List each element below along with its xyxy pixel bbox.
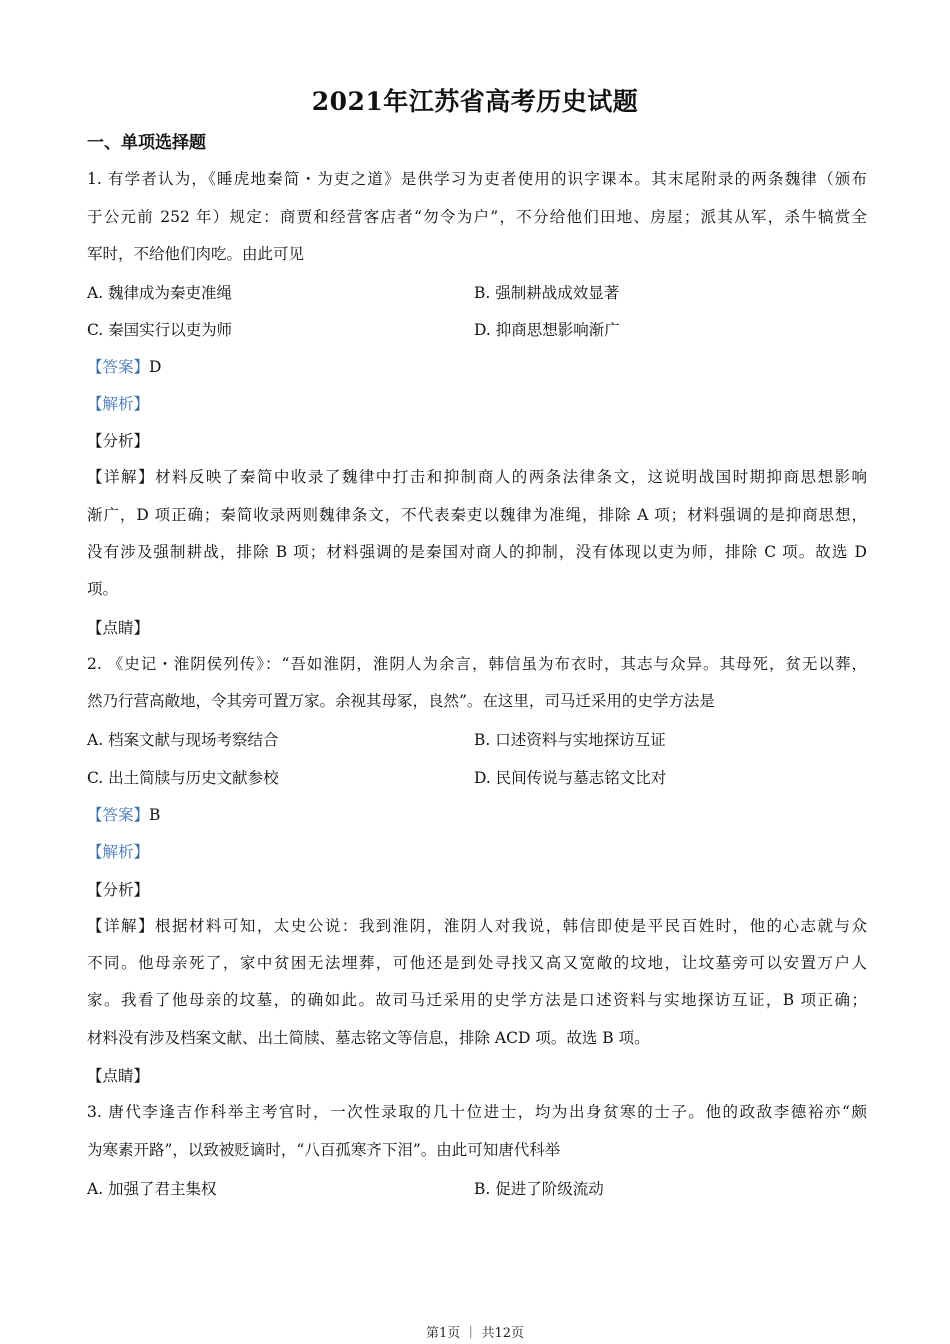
q1-option-c: C. 秦国实行以吏为师 <box>87 321 233 339</box>
q3-option-b: B. 促进了阶级流动 <box>474 1180 604 1198</box>
q1-stem-line: 军时，不给他们肉吃。由此可见 <box>87 245 305 263</box>
q2-option-c: C. 出土简牍与历史文献参校 <box>87 769 279 787</box>
q2-detail-line: 家。我看了他母亲的坟墓，的确如此。故司马迁采用的史学方法是口述资料与实地探访互证，B 项正确； <box>87 991 867 1009</box>
q1-option-a: A. 魏律成为秦吏准绳 <box>87 284 233 302</box>
section-heading: 一、单项选择题 <box>87 133 206 153</box>
answer-value: D <box>149 358 162 376</box>
q1-option-d: D. 抑商思想影响渐广 <box>474 321 620 339</box>
q1-fenxi-label: 【分析】 <box>87 432 150 450</box>
q1-detail-line: 渐广，D 项正确；秦简收录两则魏律条文，不代表秦吏以魏律为准绳，排除 A 项；材料强调的是抑商思想， <box>87 506 867 524</box>
q1-stem-line: 于公元前 252 年）规定：商贾和经营客店者“勿令为户”，不分给他们田地、房屋；派其从军，杀牛犒赏全 <box>87 208 867 226</box>
q2-detail-line: 不同。他母亲死了，家中贫困无法埋葬，可他还是到处寻找又高又宽敞的坟地，让坟墓旁可以安置万户人 <box>87 954 867 972</box>
page-footer: 第1页 ｜ 共12页 <box>425 1326 525 1341</box>
q2-option-a: A. 档案文献与现场考察结合 <box>87 731 279 749</box>
q2-answer <box>87 803 160 825</box>
q1-detail-line: 没有涉及强制耕战，排除 B 项；材料强调的是秦国对商人的抑制，没有体现以吏为师，排除 C 项。故选 D <box>87 543 867 561</box>
q1-dianjing-label: 【点睛】 <box>87 619 150 637</box>
answer-label: 【答案】 <box>87 806 150 824</box>
q1-answer <box>87 355 161 377</box>
q3-stem-line: 3. 唐代李逢吉作科举主考官时，一次性录取的几十位进士，均为出身贫寒的士子。他的政敌李德裕亦“颇 <box>87 1103 867 1121</box>
q2-analysis-label: 【解析】 <box>87 843 150 861</box>
page-title: 2021年江苏省高考历史试题 <box>311 87 639 116</box>
q3-stem-line: 为寒素开路”，以致被贬谪时，“八百孤寒齐下泪”。由此可知唐代科举 <box>87 1141 561 1159</box>
q2-option-b: B. 口述资料与实地探访互证 <box>474 731 666 749</box>
q1-analysis-label: 【解析】 <box>87 395 150 413</box>
q2-detail-line: 材料没有涉及档案文献、出土简牍、墓志铭文等信息，排除 ACD 项。故选 B 项。 <box>87 1029 650 1047</box>
q2-detail-line: 【详解】根据材料可知，太史公说：我到淮阴，淮阴人对我说，韩信即使是平民百姓时，他的心志就与众 <box>87 917 867 935</box>
q2-stem-line: 然乃行营高敞地，令其旁可置万家。余视其母冢，良然”。在这里，司马迁采用的史学方法是 <box>87 692 715 710</box>
answer-label: 【答案】 <box>87 358 150 376</box>
q2-fenxi-label: 【分析】 <box>87 881 150 899</box>
q1-stem-line: 1. 有学者认为，《睡虎地秦简・为吏之道》是供学习为吏者使用的识字课本。其末尾附录的两条魏律（颁布 <box>87 170 867 188</box>
q2-stem-line: 2. 《史记・淮阴侯列传》：“吾如淮阴，淮阴人为余言，韩信虽为布衣时，其志与众异。其母死，贫无以葬， <box>87 655 867 673</box>
q2-option-d: D. 民间传说与墓志铭文比对 <box>474 769 667 787</box>
q2-dianjing-label: 【点睛】 <box>87 1067 150 1085</box>
q1-detail-line: 项。 <box>87 580 119 598</box>
q1-detail-line: 【详解】材料反映了秦简中收录了魏律中打击和抑制商人的两条法律条文，这说明战国时期抑商思想影响 <box>87 468 867 486</box>
answer-value: B <box>149 806 161 824</box>
q1-option-b: B. 强制耕战成效显著 <box>474 284 620 302</box>
q3-option-a: A. 加强了君主集权 <box>87 1180 217 1198</box>
